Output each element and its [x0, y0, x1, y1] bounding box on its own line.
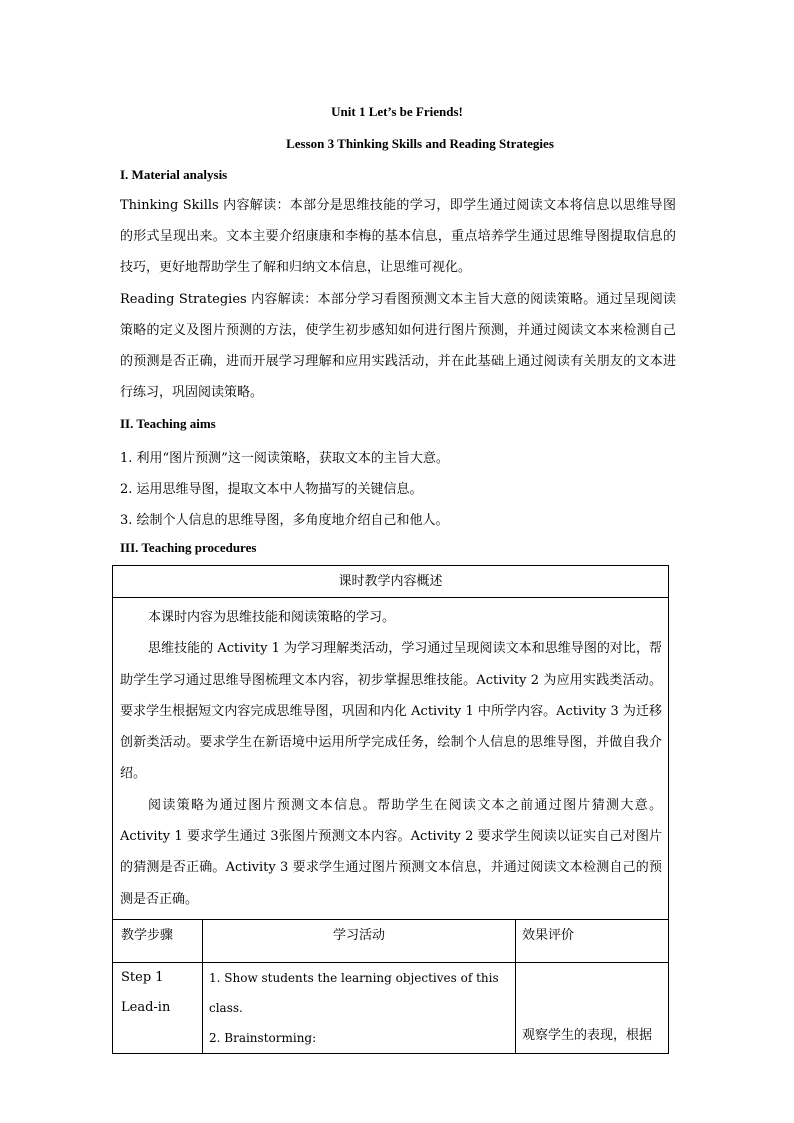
- evaluation-cell: 观察学生的表现，根据: [516, 962, 669, 1053]
- header-teaching-step: 教学步骤: [113, 919, 203, 962]
- table-caption: 课时教学内容概述: [113, 566, 669, 598]
- heading-teaching-procedures: III. Teaching procedures: [120, 540, 257, 555]
- summary-paragraph-3: 阅读策略为通过图片预测文本信息。帮助学生在阅读文本之前通过图片猜测大意。Activity 1 要求学生通过 3张图片预测文本内容。Activity 2 要求学生阅读以证实自己对图片的猜测是否正确。Activity 3 要求学生通过图片预测文本信息，并通过阅读文本检测自己的预测是否正确。: [120, 797, 662, 907]
- aim-item-2: 2. 运用思维导图，提取文本中人物描写的关键信息。: [120, 482, 423, 497]
- header-learning-activity: 学习活动: [203, 919, 516, 962]
- step-cell: [113, 962, 203, 1053]
- aim-item-1: 1. 利用“图片预测”这一阅读策略，获取文本的主旨大意。: [120, 451, 449, 466]
- paragraph-thinking-skills: Thinking Skills 内容解读：本部分是思维技能的学习，即学生通过阅读文本将信息以思维导图的形式呈现出来。文本主要介绍康康和李梅的基本信息，重点培养学生通过思维导图提取信息的技巧，更好地帮助学生了解和归纳文本信息，让思维可视化。: [120, 198, 676, 275]
- activity-cell: [203, 962, 516, 1053]
- heading-material-analysis: I. Material analysis: [120, 167, 228, 182]
- summary-paragraph-2: 思维技能的 Activity 1 为学习理解类活动，学习通过呈现阅读文本和思维导图的对比，帮助学生学习通过思维导图梳理文本内容，初步掌握思维技能。Activity 2 为应用实践类活动。要求学生根据短文内容完成思维导图，巩固和内化 Activity 1 中所学内容。Activity 3 为迁移创新类活动。要求学生在新语境中运用所学完成任务，绘制个人信息的思维导图，并做自我介绍。: [120, 641, 662, 782]
- paragraph-reading-strategies: Reading Strategies 内容解读：本部分学习看图预测文本主旨大意的阅读策略。通过呈现阅读策略的定义及图片预测的方法，使学生初步感知如何进行图片预测，并通过阅读文本来检测自己的预测是否正确，进而开展学习理解和应用实践活动，并在此基础上通过阅读有关朋友的文本进行练习，巩固阅读策略。: [120, 292, 676, 400]
- summary-paragraph-1: 本课时内容为思维技能和阅读策略的学习。: [148, 610, 396, 625]
- lesson-title: Lesson 3 Thinking Skills and Reading Strategies: [286, 136, 554, 151]
- table-row: [113, 962, 669, 1053]
- unit-title: Unit 1 Let’s be Friends!: [331, 104, 463, 119]
- activity-item-1: 1. Show students the learning objectives of this class.: [209, 970, 499, 1015]
- step-label: Step 1: [121, 969, 164, 985]
- aim-item-3: 3. 绘制个人信息的思维导图，多角度地介绍自己和他人。: [120, 513, 449, 528]
- summary-cell: [113, 598, 669, 920]
- activity-item-2: 2. Brainstorming:: [209, 1030, 317, 1045]
- procedures-table: [112, 565, 669, 1054]
- heading-teaching-aims: II. Teaching aims: [120, 416, 216, 431]
- header-evaluation: 效果评价: [516, 919, 669, 962]
- step-name: Lead-in: [121, 999, 171, 1015]
